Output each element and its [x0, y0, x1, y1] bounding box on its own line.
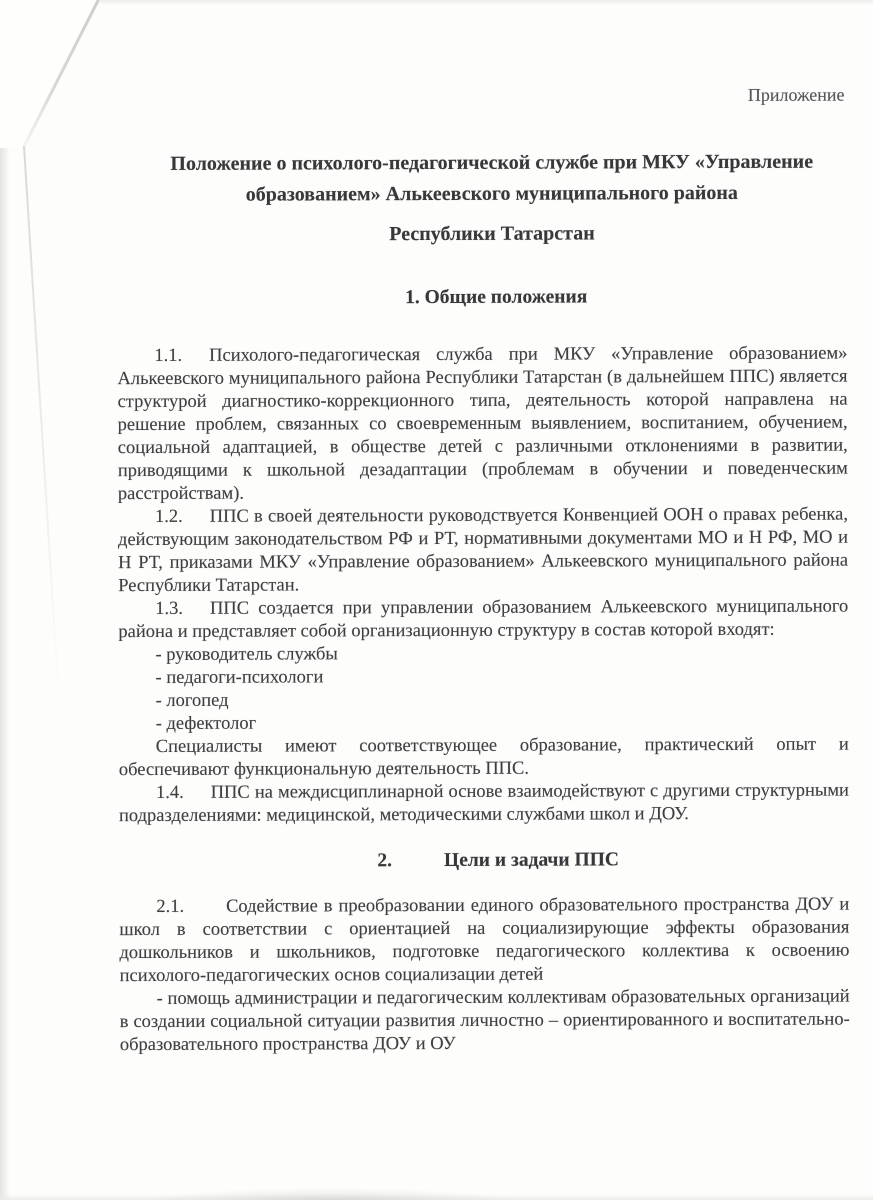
paragraph-text: ППС на междисциплинарной основе взаимодействуют с другими структурными подразделениями: медицинской, методическими службами школ и ДОУ. [118, 780, 849, 827]
section-2-heading [147, 848, 849, 874]
section-2-number: 2. [377, 850, 393, 872]
paragraph-1-3 [118, 596, 848, 645]
document-subtitle: Республики Татарстан [389, 222, 595, 246]
annotation-label: Приложение [747, 84, 845, 105]
paragraph-2-1 [119, 894, 849, 989]
paragraph-text: Психолого-педагогическая служба при МКУ «Управление образованием» Алькеевского муниципального района Республики Татарстан (в дальнейшем ППС) является структурой диагностико-коррекционного типа, деятельность которой направлена на решение проблем, связанных со своевременным выявлением, воспитанием, обучением, социальной адаптацией, в обществе детей с различными отклонениями в развитии, приводящими к школьной дезадаптации (проблемам в обучении и поведенческим расстройствам). [117, 343, 848, 505]
scan-bottom-smudge [150, 1188, 510, 1200]
paragraph-number: 1.2. [154, 506, 183, 527]
section-2-body [119, 894, 850, 1058]
paragraph-number: 1.3. [155, 598, 184, 619]
paragraph-number: 1.1. [154, 345, 183, 366]
paragraph-1-4 [119, 780, 849, 829]
paragraph-number: 2.1. [156, 896, 185, 917]
paragraph-text: Содействие в преобразовании единого образовательного пространства ДОУ и школ в соответствии с ориентацией на социализирующие эффекты образования дошкольников и школьников, подготовке педагогического коллектива к освоению психолого-педагогических основ социализации детей [119, 894, 850, 987]
staff-list-item: - дефектолог [155, 713, 257, 734]
section-1-heading: 1. Общие положения [405, 286, 588, 309]
paragraph-1-1 [117, 343, 848, 507]
scan-bottom-edge-shadow [0, 1194, 873, 1200]
paragraph-text: ППС в своей деятельности руководствуется Конвенцией ООН о правах ребенка, действующим законодательством РФ и РТ, нормативными документами МО и Н РФ, МО и Н РТ, приказами МКУ «Управление образованием» Алькеевского муниципального района Республики Татарстан. [118, 504, 849, 597]
section-1-body [117, 343, 849, 829]
paragraph-2-1b: - помощь администрации и педагогическим коллективам образовательных организаций в создании социальной ситуации развития личностно – ориентированного и воспитательно-образовательного пространства ДОУ и ОУ [119, 986, 850, 1056]
staff-list-item: - педагоги-психологи [155, 667, 324, 688]
section-2-title: Цели и задачи ППС [443, 849, 619, 871]
paragraph-number: 1.4. [155, 782, 184, 803]
document-title: Положение о психолого-педагогической службе при МКУ «Управление образованием» Алькеевского муниципального района [170, 150, 814, 206]
paragraph-text: ППС создается при управлении образованием Алькеевского муниципального района и представляет собой организационную структуру в состав которой входят: [118, 596, 849, 643]
staff-list-item: - логопед [155, 690, 229, 711]
staff-list-item: - руководитель службы [155, 644, 338, 665]
paragraph-1-3b: Специалисты имеют соответствующее образование, практический опыт и обеспечивают функциональную деятельность ППС. [118, 734, 849, 781]
paragraph-1-2 [118, 504, 848, 599]
